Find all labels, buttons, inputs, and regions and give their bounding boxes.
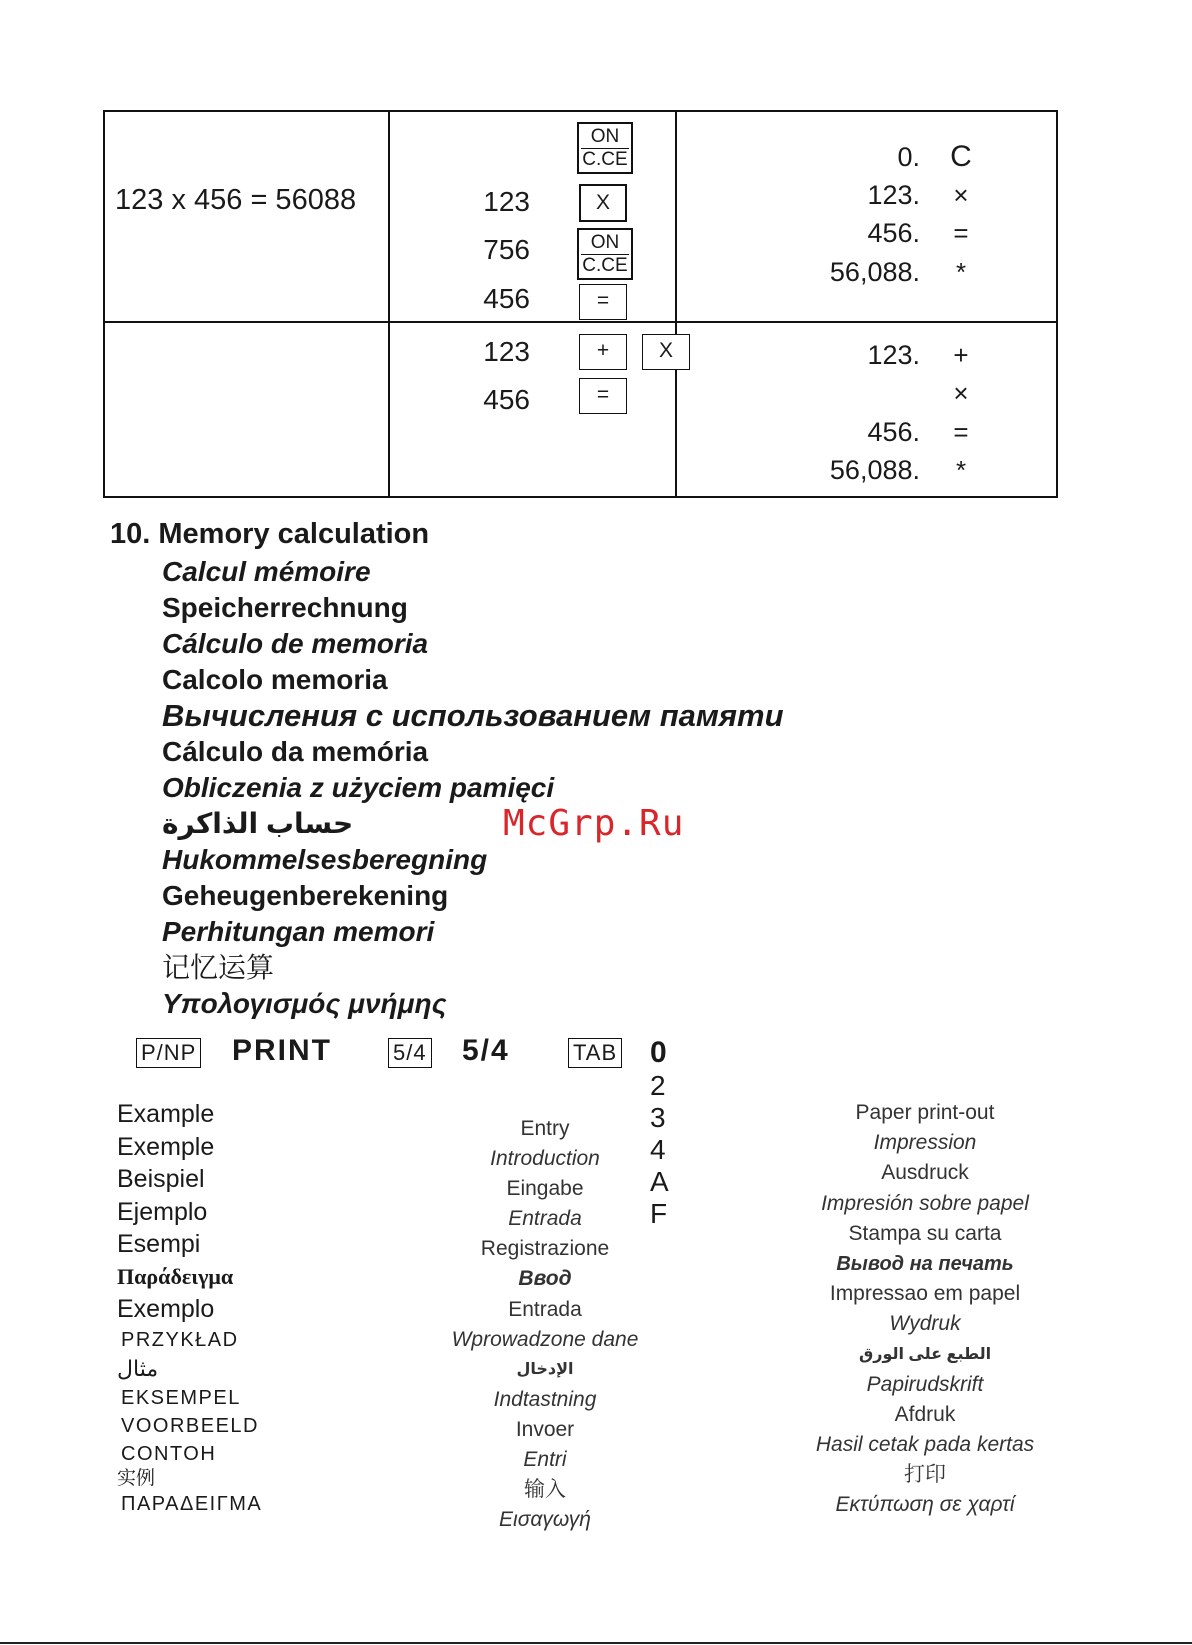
printout-label: Εκτύπωση σε χαρτί bbox=[835, 1493, 1015, 1517]
printout-label: Impresión sobre papel bbox=[821, 1191, 1029, 1215]
entry-label: Indtastning bbox=[493, 1387, 597, 1411]
title-translation: Calcolo memoria bbox=[162, 664, 388, 695]
title-translation: Calcul mémoire bbox=[162, 556, 371, 587]
printout-value: 56,088. bbox=[829, 257, 920, 287]
printout-symbol: × bbox=[953, 180, 969, 210]
printout-label: Stampa su carta bbox=[848, 1221, 1002, 1245]
watermark: McGrp.Ru bbox=[503, 803, 685, 844]
example-table bbox=[103, 110, 1058, 498]
entry-label: Ввод bbox=[518, 1267, 572, 1291]
entry-label: الإدخال bbox=[516, 1360, 574, 1378]
pnp-switch[interactable]: P/NP bbox=[136, 1038, 201, 1068]
table-divider bbox=[388, 112, 390, 496]
printout-value: 123. bbox=[867, 340, 920, 370]
printout-label: Impression bbox=[873, 1131, 977, 1155]
on-cce-key[interactable] bbox=[577, 122, 633, 174]
section-title-translations bbox=[162, 554, 784, 1022]
title-translation: حساب الذاكرة bbox=[162, 808, 354, 839]
title-translation: Hukommelsesberegning bbox=[162, 844, 488, 875]
title-translation: Cálculo de memoria bbox=[162, 628, 429, 659]
entry-number: 456 bbox=[483, 283, 530, 314]
printout-label: Paper print-out bbox=[855, 1101, 995, 1124]
example-label: Exemple bbox=[117, 1132, 215, 1161]
example-label: VOORBEELD bbox=[121, 1414, 259, 1437]
entry-label: Entrada bbox=[508, 1297, 582, 1321]
entry-number: 123 bbox=[483, 186, 530, 217]
entry-label: Εισαγωγή bbox=[499, 1508, 591, 1532]
printout-symbol: C bbox=[950, 140, 972, 173]
on-cce-key[interactable] bbox=[577, 228, 633, 280]
entry-number: 756 bbox=[483, 234, 530, 265]
entry-number: 123 bbox=[483, 336, 530, 367]
key-label-cce: C.CE bbox=[582, 149, 628, 170]
printout-label: Вывод на печать bbox=[836, 1252, 1014, 1275]
title-translation: Cálculo da memória bbox=[162, 736, 429, 767]
printout-symbol: = bbox=[953, 218, 969, 248]
example-label: PRZYKŁAD bbox=[121, 1328, 239, 1351]
entry-label: 输入 bbox=[524, 1478, 566, 1502]
title-translation: Obliczenia z użyciem pamięci bbox=[162, 772, 555, 803]
printout-label: Hasil cetak pada kertas bbox=[815, 1433, 1035, 1457]
example-label: Exemplo bbox=[117, 1295, 215, 1323]
table-divider bbox=[675, 112, 677, 496]
printout-symbol: + bbox=[953, 340, 969, 370]
title-translation: 记忆运算 bbox=[162, 952, 275, 983]
decimal-options bbox=[650, 1036, 681, 1230]
printout-value: 0. bbox=[897, 142, 920, 172]
entry-label: Entry bbox=[520, 1117, 570, 1140]
key-label-on: ON bbox=[581, 126, 629, 149]
example-formula: 123 x 456 = 56088 bbox=[115, 184, 357, 216]
entry-label: Eingabe bbox=[506, 1177, 584, 1201]
key-label-on: ON bbox=[581, 232, 629, 255]
multiply-key[interactable]: X bbox=[579, 184, 627, 222]
title-translation: Geheugenberekening bbox=[162, 880, 449, 911]
title-translation: Perhitungan memori bbox=[162, 916, 435, 947]
example-label: Example bbox=[117, 1100, 215, 1128]
printout-value: 56,088. bbox=[829, 455, 920, 485]
rounding-label: 5/4 bbox=[462, 1034, 510, 1067]
printout-label: الطبع على الورق bbox=[858, 1345, 992, 1363]
entry-label: Wprowadzone dane bbox=[451, 1327, 639, 1351]
printout-column bbox=[780, 1098, 1070, 1521]
printout-label: 打印 bbox=[904, 1463, 946, 1487]
printout-value: 456. bbox=[867, 218, 920, 248]
entry-label: Entrada bbox=[508, 1207, 582, 1231]
example-label: Beispiel bbox=[117, 1165, 205, 1193]
page-bottom-rule bbox=[0, 1642, 1192, 1644]
entry-label: Entri bbox=[523, 1448, 567, 1472]
example-label: Esempi bbox=[117, 1230, 201, 1258]
example-label: EKSEMPEL bbox=[121, 1386, 241, 1409]
printout-symbol: * bbox=[955, 455, 967, 485]
printout-symbol: × bbox=[953, 378, 969, 408]
print-label: PRINT bbox=[232, 1034, 332, 1067]
tab-switch[interactable]: TAB bbox=[568, 1038, 622, 1068]
entry-column bbox=[445, 1114, 645, 1535]
printout-label: Afdruk bbox=[894, 1402, 956, 1426]
printout-symbol: = bbox=[953, 417, 969, 447]
entry-number: 456 bbox=[483, 384, 530, 415]
rounding-switch[interactable]: 5/4 bbox=[388, 1038, 432, 1068]
example-label: Παράδειγμα bbox=[117, 1263, 234, 1289]
example-column bbox=[117, 1098, 262, 1518]
plus-key[interactable]: + bbox=[579, 334, 627, 370]
title-translation: Вычисления с использованием памяти bbox=[162, 698, 784, 733]
decimal-rest: 2 3 4 A F bbox=[650, 1070, 683, 1229]
decimal-selected: 0 bbox=[650, 1036, 681, 1069]
equals-key[interactable]: = bbox=[579, 378, 627, 414]
multiply-key[interactable]: X bbox=[642, 334, 690, 370]
equals-key[interactable]: = bbox=[579, 284, 627, 320]
example-label: 实例 bbox=[117, 1467, 156, 1489]
title-translation: Speicherrechnung bbox=[162, 592, 408, 623]
entry-label: Introduction bbox=[490, 1147, 600, 1171]
entry-label: Registrazione bbox=[480, 1237, 610, 1261]
key-label-cce: C.CE bbox=[582, 255, 628, 276]
example-label: مثال bbox=[117, 1355, 159, 1381]
printout-label: Impressao em papel bbox=[829, 1282, 1021, 1306]
example-label: Ejemplo bbox=[117, 1197, 208, 1226]
printout-value: 456. bbox=[867, 417, 920, 447]
example-label: CONTOH bbox=[121, 1442, 217, 1465]
printout-label: Papirudskrift bbox=[866, 1372, 984, 1396]
table-row-divider bbox=[105, 321, 1056, 323]
title-translation: Υπολογισμός μνήμης bbox=[162, 988, 447, 1019]
entry-label: Invoer bbox=[515, 1417, 575, 1441]
printout-value: 123. bbox=[867, 180, 920, 210]
printout-symbol: * bbox=[955, 257, 967, 287]
printout-label: Ausdruck bbox=[881, 1161, 969, 1185]
section-heading: 10. Memory calculation bbox=[110, 518, 430, 550]
printout-label: Wydruk bbox=[889, 1312, 961, 1336]
example-label: ΠΑΡΑΔΕΙΓΜΑ bbox=[121, 1492, 263, 1515]
